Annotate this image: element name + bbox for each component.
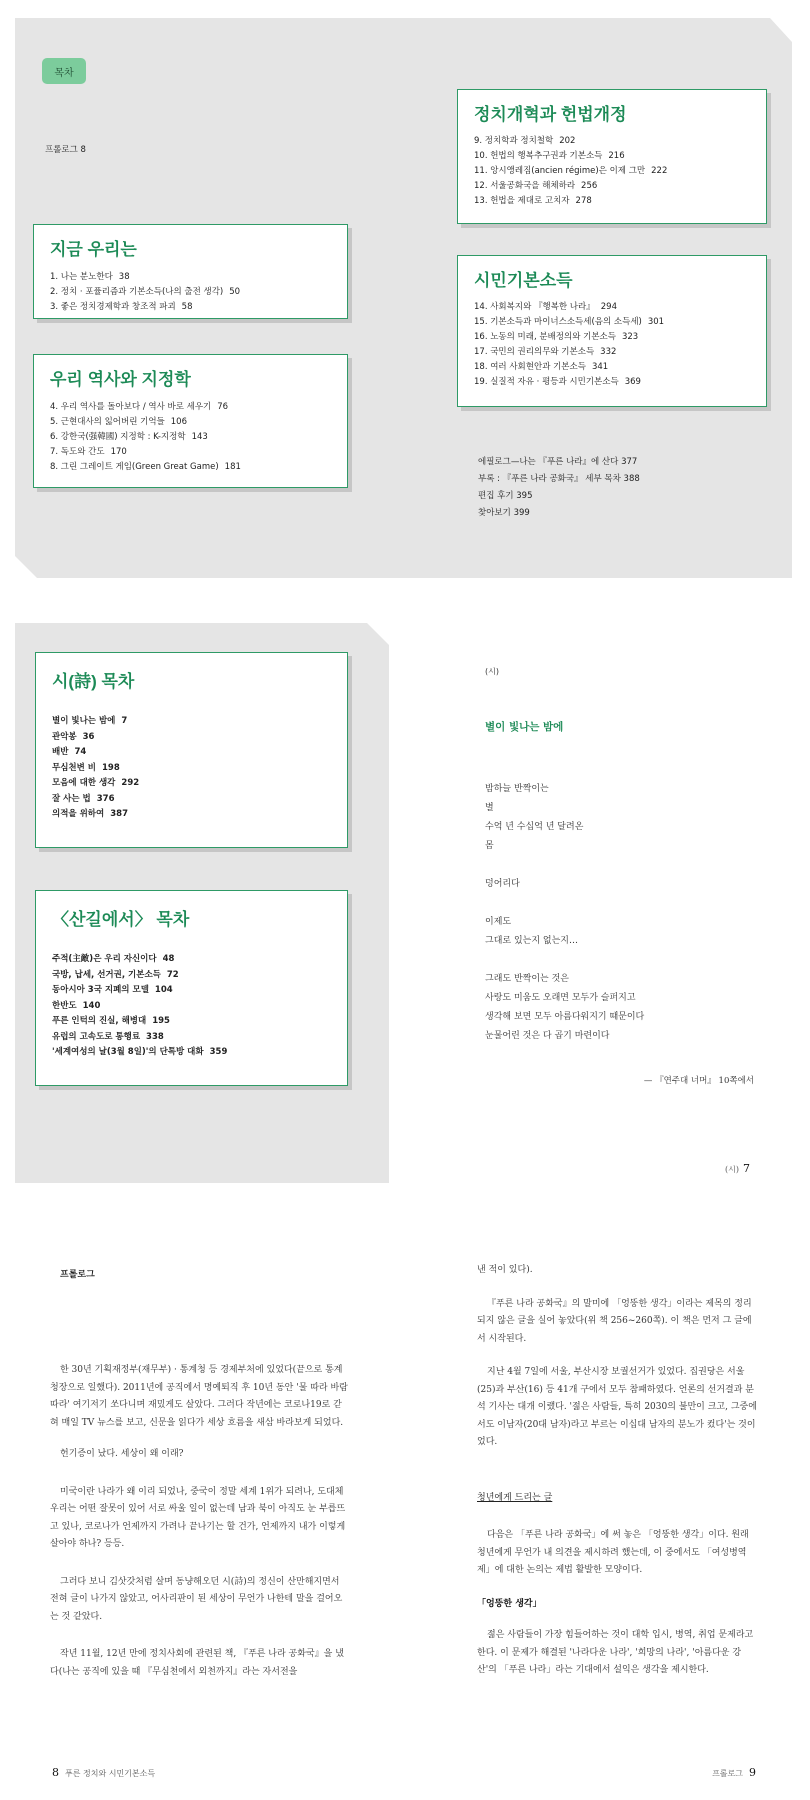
essay-toc-entry: 한반도 140: [52, 1000, 101, 1011]
right-page-folio: [712, 1766, 756, 1779]
poem-source: — 『연주대 너머』 10쪽에서: [643, 1076, 754, 1086]
folio-chapter-title: 프롤로그: [712, 1769, 743, 1778]
toc-entry: 18. 여러 사회현안과 기본소득 341: [474, 362, 609, 372]
toc-section-title: 시민기본소득: [474, 271, 573, 290]
prologue-left-column: [50, 1362, 348, 1681]
poem-toc-list: [52, 714, 331, 823]
toc-section-1: [33, 224, 348, 319]
prologue-paragraph: 헌기증이 났다. 세상이 왜 이래?: [60, 1449, 184, 1459]
toc-entry: 12. 서울공화국을 해체하라 256: [474, 181, 598, 191]
poem-line: 밤하늘 반짝이는: [485, 784, 549, 794]
toc-section-2: [33, 354, 348, 488]
poem-line: 별: [485, 803, 494, 813]
poem-line: 그대로 있는지 없는지…: [485, 936, 578, 946]
poem-line: [485, 951, 644, 970]
poem-toc-entry: 별이 빛나는 밤에 7: [52, 716, 128, 726]
toc-entry: 16. 노동의 미래, 분배정의와 기본소득 323: [474, 332, 639, 342]
poem-line: 이제도: [485, 917, 512, 927]
toc-entry: 9. 정치학과 정치철학 202: [474, 136, 576, 146]
poem-page-folio: [725, 1162, 754, 1175]
toc-entry: 17. 국민의 권리의무와 기본소득 332: [474, 347, 617, 357]
folio-label: (시): [725, 1165, 739, 1174]
toc-entry: 2. 정치 · 포퓰리즘과 기본소득(나의 출전 생각) 50: [50, 287, 241, 297]
essay-toc-entry: 유럽의 고속도로 통행료 338: [52, 1031, 164, 1042]
poem-toc-entry: 배반 74: [52, 747, 87, 757]
left-page-folio: [52, 1766, 155, 1779]
essay-toc-title: 〈산길에서〉 목차: [52, 910, 190, 929]
poem-line: 몸: [485, 841, 494, 851]
essay-toc-entry: 국방, 납세, 선거권, 기본소득 72: [52, 969, 179, 980]
essay-toc-entry: 동아시아 3국 지폐의 모델 104: [52, 985, 173, 995]
toc-section-title: 우리 역사와 지정학: [50, 370, 191, 389]
essay-toc-entry: '세계여성의 날(3월 8일)'의 단톡방 대화 359: [52, 1047, 228, 1057]
prologue-entry: 프롤로그 8: [45, 145, 86, 155]
toc-section-list: [474, 134, 750, 209]
toc-extra-entry: 에필로그—나는 『푸른 나라』에 산다 377: [478, 457, 638, 467]
poem-toc-entry: 잘 사는 법 376: [52, 793, 115, 804]
poem-toc-title: 시(詩) 목차: [52, 672, 135, 691]
essay-toc-entry: 주적(主敵)은 우리 자신이다 48: [52, 954, 175, 964]
toc-entry: 6. 강한국(强韓國) 지정학 : K-지정학 143: [50, 432, 208, 442]
poem-line: 덩어리다: [485, 879, 520, 889]
poem-toc-box: [35, 652, 348, 848]
toc-section-3: [457, 89, 767, 224]
toc-entry: 7. 독도와 간도 170: [50, 447, 127, 457]
prologue-subheading: 「엉뚱한 생각」: [477, 1598, 542, 1609]
toc-entry: 5. 근현대사의 잃어버린 기억들 106: [50, 417, 187, 427]
poem-line: 눈물어린 것은 다 곱기 마련이다: [485, 1031, 610, 1041]
toc-entry: 19. 실질적 자유 · 평등과 시민기본소득 369: [474, 377, 641, 387]
toc-section-list: [50, 270, 331, 315]
poem-line: 생각해 보면 모두 아름다워지기 때문이다: [485, 1012, 645, 1022]
poem-line: [485, 894, 644, 913]
toc-section-list: [474, 300, 750, 390]
toc-section-title: 정치개혁과 헌법개정: [474, 105, 627, 124]
prologue-paragraph: 그러다 보니 김삿갓처럼 살며 동냥해오던 시(詩)의 정신이 산만해지면서 전혀 글이 나가지 않았고, 어사리판이 된 세상이 무언가 나한테 말을 걸어오는 것 같았다.: [50, 1576, 343, 1622]
folio-page-number: 7: [743, 1162, 750, 1175]
essay-toc-box: [35, 890, 348, 1086]
toc-entry: 3. 좋은 정치경제학과 창조적 파괴 58: [50, 302, 193, 312]
toc-section-title: 지금 우리는: [50, 240, 137, 259]
essay-toc-list: [52, 952, 331, 1061]
toc-entry: 15. 기본소득과 마이너스소득세(음의 소득세) 301: [474, 317, 665, 327]
toc-entry: 4. 우리 역사를 돌아보다 / 역사 바로 세우기 76: [50, 402, 229, 412]
prologue-paragraph: 젊은 사람들이 가장 힘들어하는 것이 대학 입시, 병역, 취업 문제라고 한다. 이 문제가 해결된 '나라다운 나라', '희망의 나라', '아름다운 강산'의 「푸른 나라」라는 기대에서 설익은 생각을 제시한다.: [477, 1630, 754, 1675]
prologue-paragraph: 지난 4월 7일에 서울, 부산시장 보궐선거가 있었다. 집권당은 서울(25)과 부산(16) 등 41개 구에서 모두 참패하였다. 언론의 선거결과 분석 기사는 대개 이랬다. '젊은 사람들, 특히 2030의 불만이 크고, 그중에서도 이남자(20대 남자)라고 부르는 이십대 남자의 분노가 컸다'는 것이었다.: [477, 1367, 757, 1447]
toc-extra-entry: 부록 : 『푸른 나라 공화국』 세부 목차 388: [478, 474, 640, 484]
folio-page-number: 9: [749, 1766, 756, 1779]
toc-tag: 목차: [42, 58, 86, 84]
essay-toc-entry: 푸른 인턱의 진실, 해병대 195: [52, 1016, 170, 1026]
prologue-heading: 프롤로그: [60, 1270, 95, 1280]
poem-line: 수억 년 수십억 년 달려온: [485, 822, 584, 832]
prologue-paragraph: 작년 11월, 12년 만에 정치사회에 관련된 책, 『푸른 나라 공화국』을 냈다(나는 공직에 있을 때 『무심천에서 외천까지』라는 자서전을: [50, 1649, 344, 1677]
toc-extra-entry: 편집 후기 395: [478, 491, 533, 501]
prologue-paragraph: 『푸른 나라 공화국』의 말미에 「엉뚱한 생각」이라는 제목의 정리되지 않은 글을 실어 놓았다(위 책 256~260쪽). 이 책은 먼저 그 글에서 시작된다.: [477, 1298, 752, 1344]
toc-section-list: [50, 400, 331, 475]
prologue-paragraph: 다음은 「푸른 나라 공화국」에 써 놓은 「엉뚱한 생각」이다. 원래 청년에게 무언가 내 의견을 제시하려 했는데, 이 중에서도 「여성병역제」에 대한 논의는 제법 활발한 모양이다.: [477, 1530, 749, 1575]
poem-toc-entry: 관악봉 36: [52, 731, 95, 742]
folio-book-title: 푸른 정치와 시민기본소득: [65, 1769, 156, 1778]
toc-section-4: [457, 255, 767, 407]
poem-line: [485, 856, 644, 875]
poem-toc-entry: 모음에 대한 생각 292: [52, 778, 140, 788]
poem-body: [485, 780, 644, 1046]
toc-entry: 8. 그린 그레이트 게임(Green Great Game) 181: [50, 462, 241, 472]
prologue-paragraph: 미국이란 나라가 왜 이리 되었나, 중국이 정말 세계 1위가 되려나, 도대체 우리는 어떤 잘못이 있어 서로 싸울 일이 없는데 남과 북이 아직도 눈 부릅뜨고 있나, 코로나가 언제까지 가려나 끝나기는 할 건가, 언제까지 내가 이렇게 살아야 하나? 등등.: [50, 1486, 346, 1549]
prologue-right-column: [477, 1262, 759, 1680]
prologue-subheading: 청년에게 드리는 글: [477, 1492, 553, 1503]
toc-entry: 14. 사회복지와 『행복한 나라』 294: [474, 302, 617, 312]
poem-label: (시): [485, 667, 499, 676]
toc-entry: 11. 앙시앵레짐(ancien régime)은 이제 그만 222: [474, 166, 668, 176]
toc-extra-entry: 찾아보기 399: [478, 508, 530, 518]
poem-toc-entry: 무심천변 비 198: [52, 762, 120, 773]
toc-entry: 10. 헌법의 행복추구권과 기본소득 216: [474, 151, 625, 161]
poem-toc-entry: 의적을 위하여 387: [52, 809, 128, 819]
poem-title: 별이 빛나는 밤에: [485, 721, 564, 733]
prologue-paragraph: 낸 적이 있다).: [477, 1265, 533, 1275]
toc-entry: 1. 나는 분노한다 38: [50, 272, 130, 282]
toc-entry: 13. 헌법을 제대로 고치자 278: [474, 196, 592, 206]
folio-page-number: 8: [52, 1766, 59, 1779]
poem-line: 사랑도 미움도 오래면 모두가 슬퍼지고: [485, 993, 636, 1003]
poem-line: 그래도 반짝이는 것은: [485, 974, 569, 984]
prologue-paragraph: 한 30년 기획재정부(재무부) · 통계청 등 경제부처에 있었다(끝으로 통계청장으로 일했다). 2011년에 공직에서 명예퇴직 후 10년 동안 '물 따라 바람 따라' 여기저기 쏘다니며 재밌게도 살았다. 그러다 작년에는 코로나19로 갇혀 매일 TV 뉴스를 보고, 신문을 읽다가 세상 흐름을 새삼 바라보게 되었다.: [50, 1365, 348, 1428]
toc-extras-list: [478, 454, 640, 522]
